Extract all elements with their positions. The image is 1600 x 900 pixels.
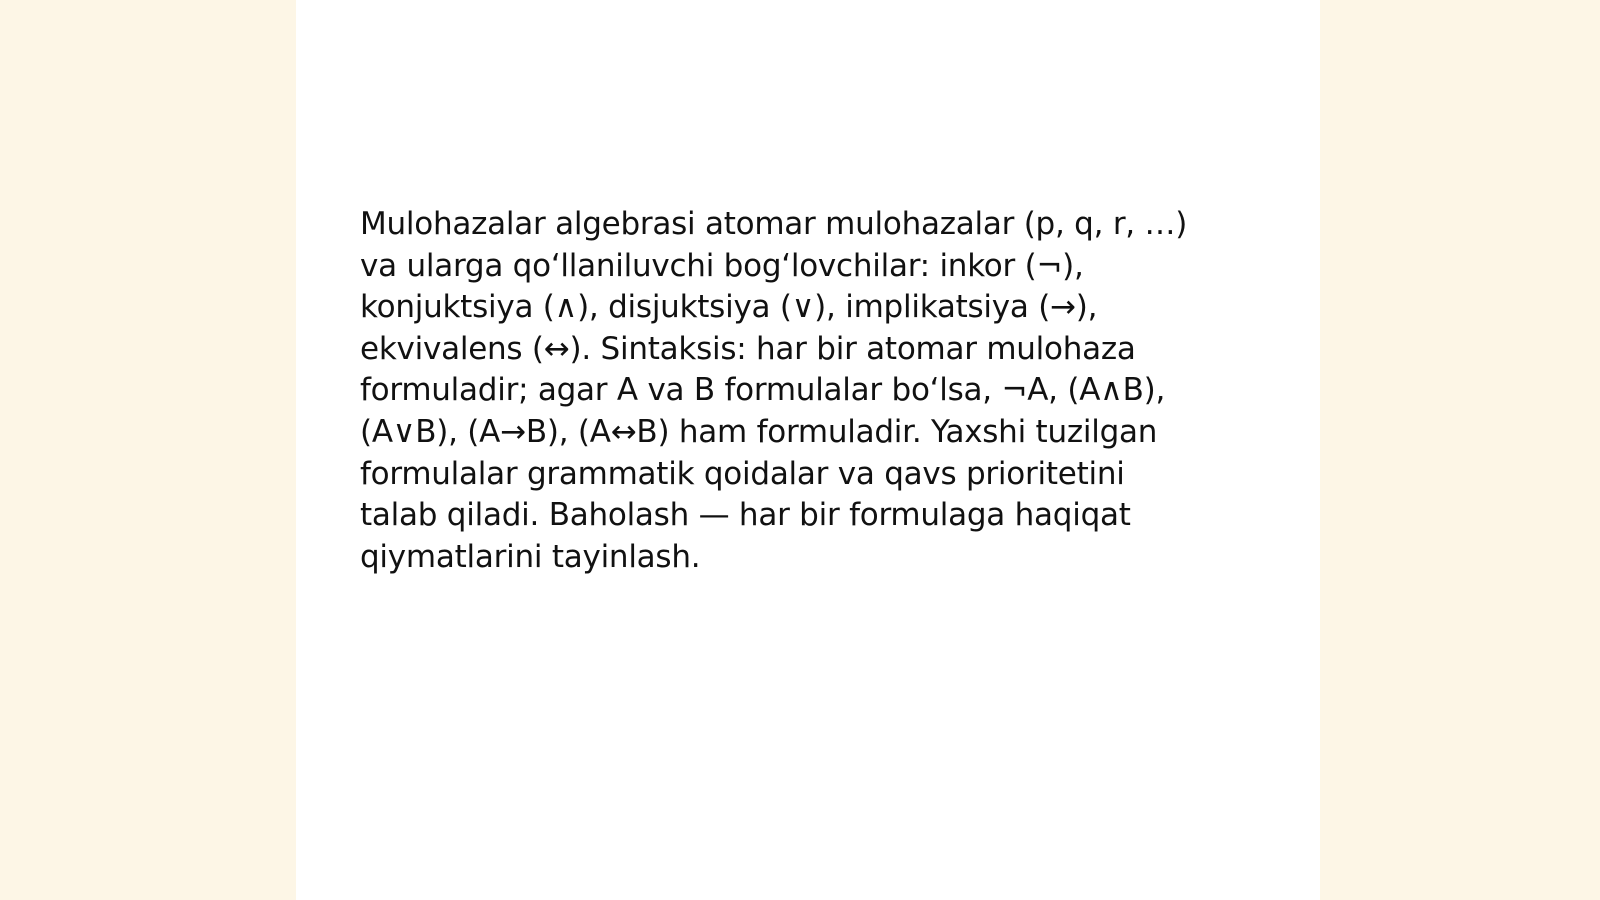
body-line: konjuktsiya (∧), disjuktsiya (∨), implikatsiya (→),: [360, 289, 1098, 326]
body-line: formuladir; agar A va B formulalar boʻlsa, ¬A, (A∧B),: [360, 372, 1166, 409]
body-line: qiymatlarini tayinlash.: [360, 538, 701, 575]
body-line: formulalar grammatik qoidalar va qavs prioritetini: [360, 455, 1125, 492]
body-line: (A∨B), (A→B), (A↔B) ham formuladir. Yaxshi tuzilgan: [360, 413, 1158, 450]
body-line: talab qiladi. Baholash — har bir formulaga haqiqat: [360, 497, 1131, 534]
body-line: Mulohazalar algebrasi atomar mulohazalar (p, q, r, …): [360, 206, 1188, 242]
body-line: ekvivalens (↔). Sintaksis: har bir atomar mulohaza: [360, 330, 1136, 367]
body-line: va ularga qoʻllaniluvchi bogʻlovchilar: inkor (¬),: [360, 247, 1084, 284]
slide: [296, 0, 1320, 900]
slide-body-text: [360, 204, 1260, 578]
